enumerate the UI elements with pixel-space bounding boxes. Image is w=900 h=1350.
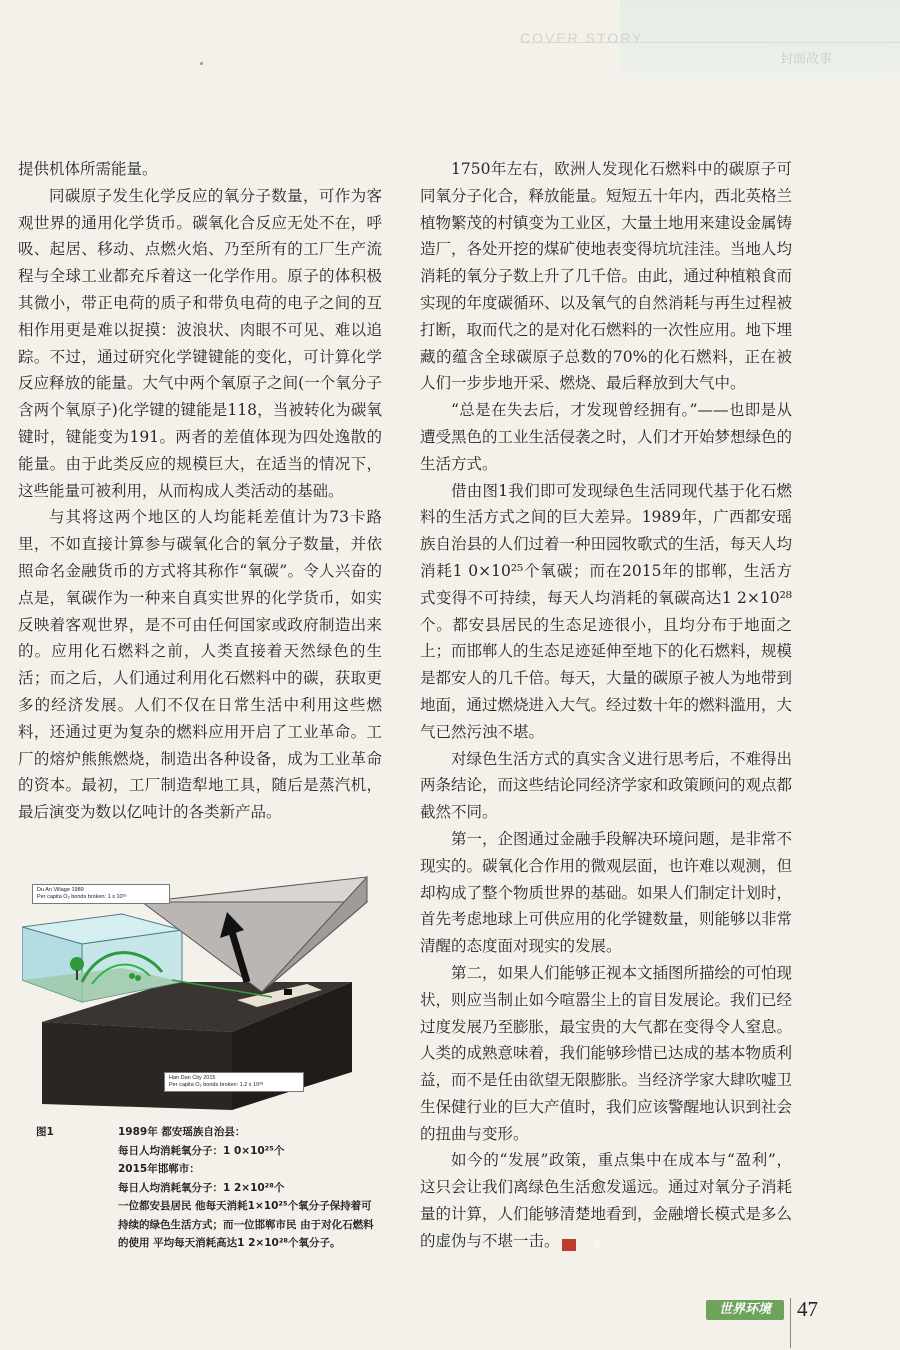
left-text-column <box>18 156 382 826</box>
caption-line: 一位都安县居民 他每天消耗1×10²⁵个氧分子保持着可持续的绿色生活方式；而一位邯郸市民 由于对化石燃料的使用 平均每天消耗高达1 2×10²⁸个氧分子。 <box>118 1200 374 1249</box>
section-title-cn: 封面故事 <box>780 52 833 67</box>
paragraph: 第二，如果人们能够正视本文插图所描绘的可怕现状，则应当制止如今喧嚣尘上的盲目发展论。我们已经过度发展乃至膨胀，最宝贵的大气都在变得令人窒息。人类的成熟意味着，我们能够珍惜已达成的基本物质利益，而不是任由欲望无限膨胀。当经济学家大肆吹嘘卫生保健行业的巨大产值时，我们应该警醒地认识到社会的扭曲与变形。 <box>420 963 793 1143</box>
han-dan-label <box>164 1072 304 1092</box>
paragraph: 同碳原子发生化学反应的氧分子数量，可作为客观世界的通用化学货币。碳氧化合反应无处不在，呼吸、起居、移动、点燃火焰、乃至所有的工厂生产流程与全球工业都充斥着这一化学作用。原子的体积极其微小，带正电荷的质子和带负电荷的电子之间的互相作用更是难以捉摸：波浪状、肉眼不可见、难以追踪。不过，通过研究化学键键能的变化，可计算化学反应释放的能量。大气中两个氧原子之间(一个氧分子含两个氧原子)化学键的键能是118，当被转化为碳氧键时，键能变为191。两者的差值体现为四处逸散的能量。由于此类反应的规模巨大，在适当的情况下，这些能量可被利用，从而构成人类活动的基础。 <box>18 186 382 500</box>
section-header-tab <box>620 0 900 80</box>
person-icon <box>135 975 141 981</box>
section-title-en: COVER STORY <box>520 30 644 46</box>
figure-number: 图1 <box>36 1126 54 1138</box>
paragraph: 提供机体所需能量。 <box>18 160 158 178</box>
page-number: 47 <box>797 1297 818 1321</box>
figure-1-illustration <box>22 872 372 1112</box>
paragraph: “总是在失去后，才发现曾经拥有。”——也即是从遭受黑色的工业生活侵袭之时，人们才开始梦想绿色的生活方式。 <box>420 401 793 473</box>
han-dan-label-title: Han Dan City 2015 <box>169 1075 216 1081</box>
tree-icon <box>70 957 84 971</box>
caption-line: 1989年 都安瑶族自治县： <box>118 1126 246 1138</box>
magazine-logo: 世界环境 <box>706 1300 784 1320</box>
du-an-label-value: Per capita O₂ bonds broken: 1 x 10²⁵ <box>37 894 127 900</box>
caption-body <box>118 1123 380 1253</box>
paragraph-text: 如今的“发展”政策，重点集中在成本与“盈利”，这只会让我们离绿色生活愈发遥远。通过对氧分子消耗量的计算，人们能够清楚地看到，金融增长模式是多么的虚伪与不堪一击。 <box>420 1151 793 1250</box>
du-an-label-title: Du An Village 1989 <box>37 887 84 893</box>
paragraph: 与其将这两个地区的人均能耗差值计为73卡路里，不如直接计算参与碳氧化合的氧分子数量，并依照命名金融货币的方式将其称作“氧碳”。令人兴奋的点是，氧碳作为一种来自真实世界的化学货币，如实反映着客观世界，是不可由任何国家或政府制造出来的。应用化石燃料之前，人类直接着天然绿色的生活；而之后，人们通过利用化石燃料中的碳，获取更多的经济发展。人们不仅在日常生活中利用这些燃料，还通过更为复杂的燃料应用开启了工业革命。工厂的熔炉熊熊燃烧，制造出各种设备，成为工业革命的资本。最初，工厂制造犁地工具，随后是蒸汽机，最后演变为数以亿吨计的各类新产品。 <box>18 508 382 822</box>
print-speck <box>200 62 203 65</box>
person-icon <box>129 973 135 979</box>
end-mark-icon: 世 <box>562 1239 576 1251</box>
paragraph: 第一，企图通过金融手段解决环境问题，是非常不现实的。碳氧化合作用的微观层面，也许难以观测，但却构成了整个物质世界的基础。如果人们制定计划时，首先考虑地球上可供应用的化学键数量，则能够以非常清醒的态度面对现实的发展。 <box>420 829 793 956</box>
footer-divider <box>790 1298 791 1348</box>
right-text-column <box>420 156 792 1255</box>
caption-line: 每日人均消耗氧分子：1 2×10²⁸个 <box>118 1181 285 1194</box>
caption-line: 每日人均消耗氧分子：1 0×10²⁵个 <box>118 1144 285 1157</box>
paragraph-last <box>420 1147 792 1254</box>
tree-trunk <box>76 970 78 980</box>
paragraph: 借由图1我们即可发现绿色生活同现代基于化石燃料的生活方式之间的巨大差异。1989年，广西都安瑶族自治县的人们过着一种田园牧歌式的生活，每天人均消耗1 0×10²⁵个氧碳；而在2015年的邯郸，生活方式变得不可持续，每天人均消耗的氧碳高达1 2×10²⁸个。都安县居民的生态足迹很小，且均分布于地面之上；而邯郸人的生态足迹延伸至地下的化石燃料，规模是都安人的几千倍。每天，大量的碳原子被人为地带到地面，通过燃烧进入大气。经过数十年的燃料滥用，大气已然污浊不堪。 <box>420 481 793 741</box>
ground-block-front <box>42 1022 232 1110</box>
paragraph: 对绿色生活方式的真实含义进行思考后，不难得出两条结论，而这些结论同经济学家和政策顾问的观点都截然不同。 <box>420 749 793 822</box>
du-an-label <box>32 884 170 904</box>
paragraph: 1750年左右，欧洲人发现化石燃料中的碳原子可同氧分子化合，释放能量。短短五十年内，西北英格兰植物繁茂的村镇变为工业区，大量土地用来建设金属铸造厂，各处开挖的煤矿使地表变得坑坑洼洼。当地人均消耗的氧分子数上升了几千倍。由此，通过种植粮食而实现的年度碳循环、以及氧气的自然消耗与再生过程被打断，取而代之的是对化石燃料的一次性应用。地下埋藏的蕴含全球碳原子总数的70%的化石燃料，正在被人们一步步地开采、燃烧、最后释放到大气中。 <box>420 160 793 393</box>
caption-line: 2015年邯郸市： <box>118 1163 200 1175</box>
city-person-icon <box>284 989 292 995</box>
han-dan-label-value: Per capita O₂ bonds broken: 1.2 x 10²⁸ <box>169 1082 264 1088</box>
